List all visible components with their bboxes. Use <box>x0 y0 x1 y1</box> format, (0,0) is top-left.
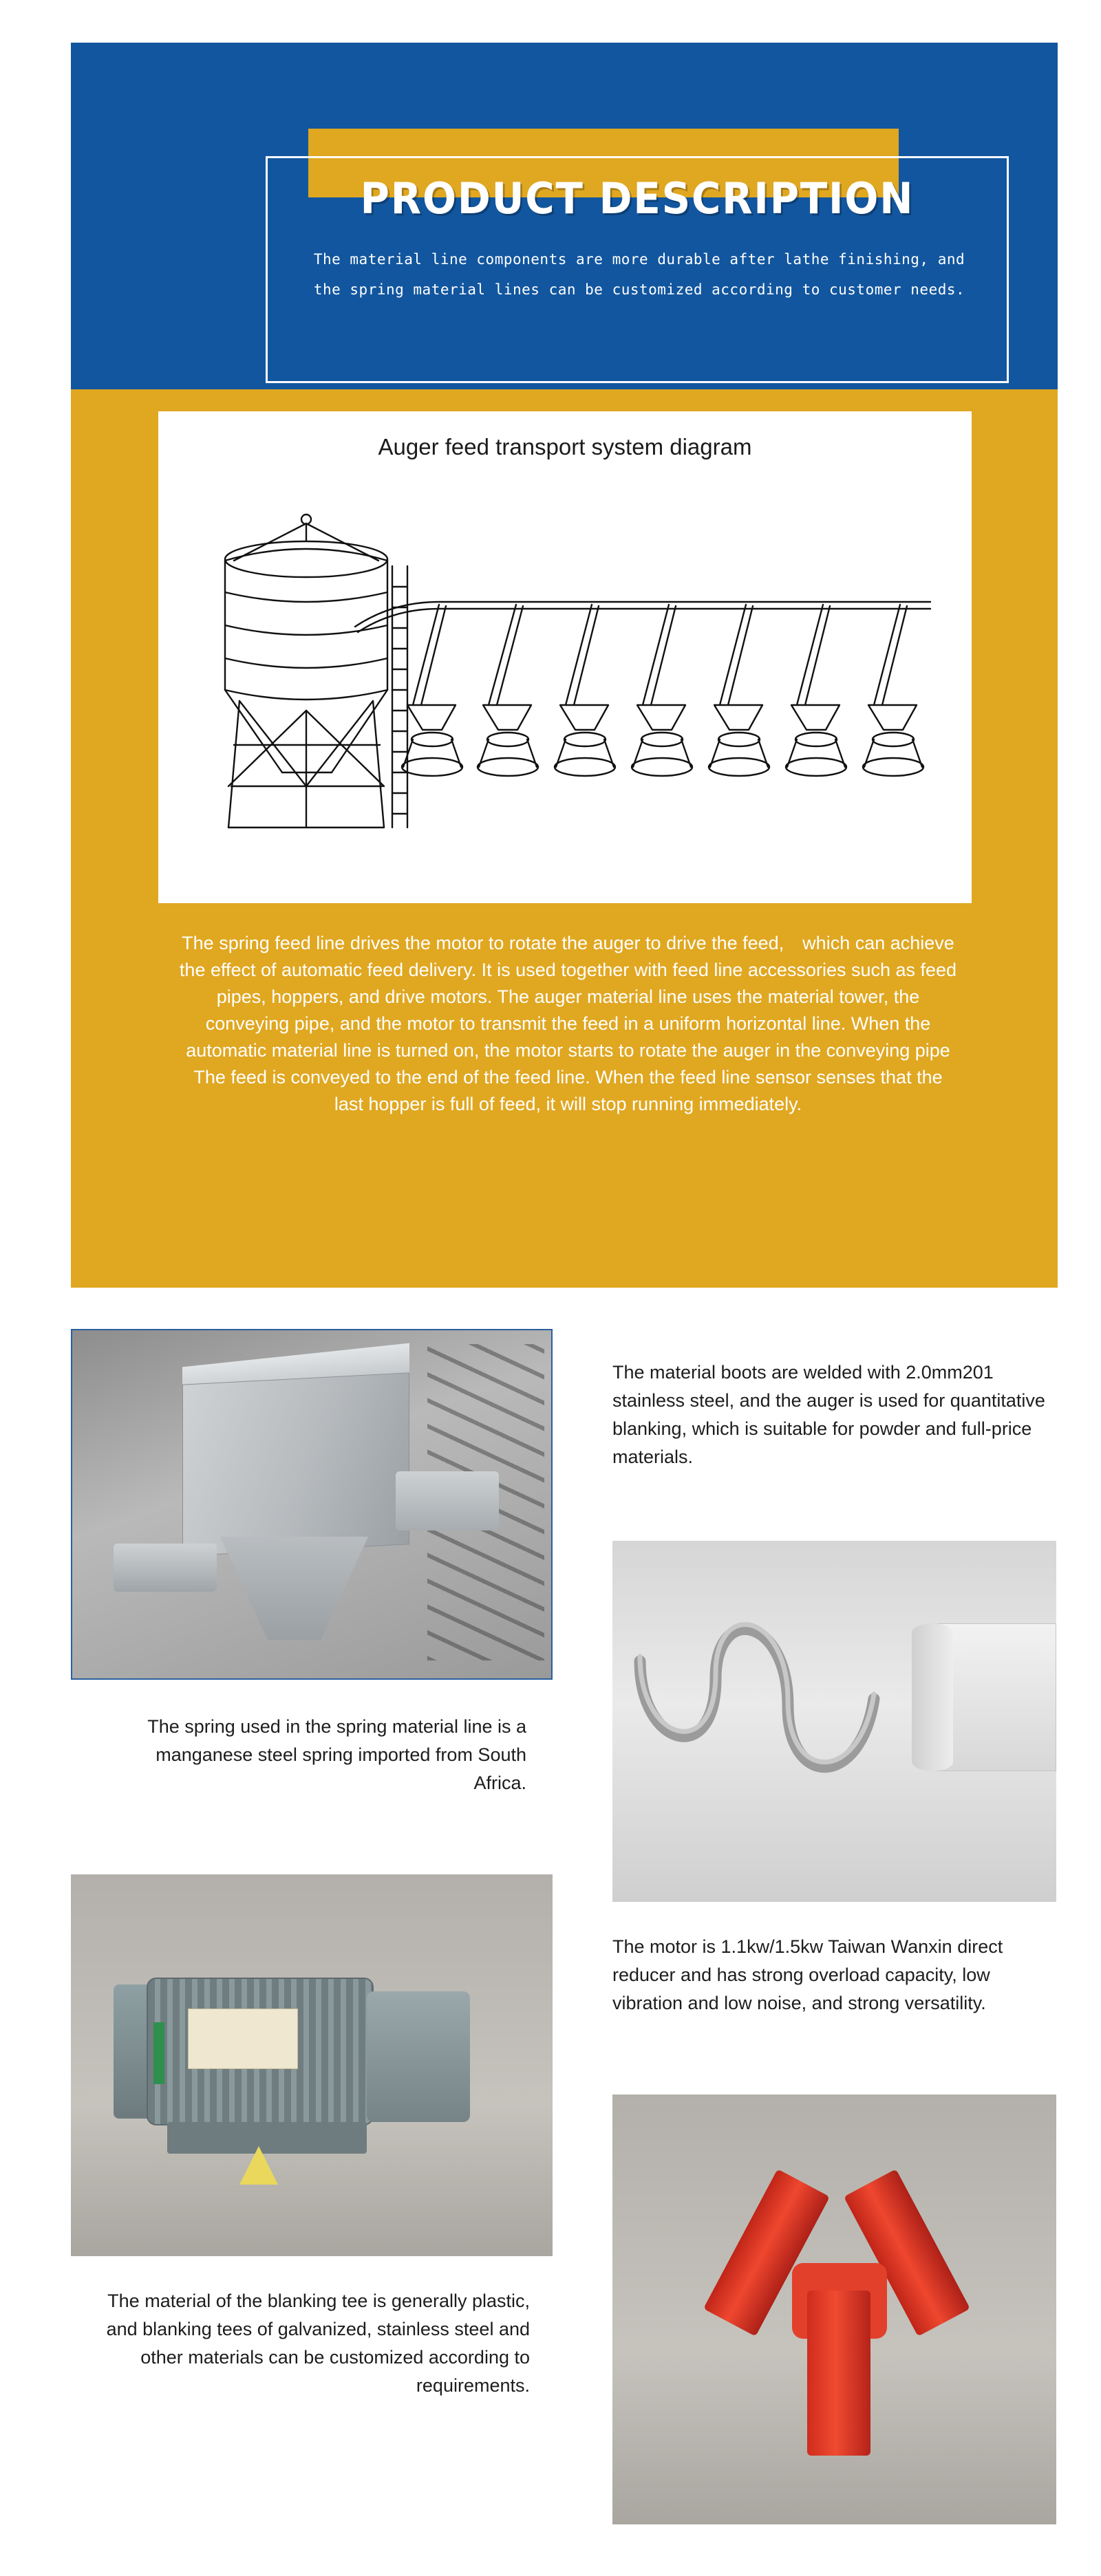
photo-red-tee <box>612 2095 1056 2524</box>
caption-blanking-tee: The material of the blanking tee is generally plastic, and blanking tees of galvanized, stainless steel and other materials can be customized according to requirements. <box>106 2291 530 2396</box>
caption-manganese-spring: The spring used in the spring material line is a manganese steel spring imported from South Africa. <box>147 1716 526 1793</box>
header-subtitle-line-1: The material line components are more durable after lathe finishing, and <box>313 251 965 268</box>
header-banner <box>71 43 1058 389</box>
diagram-card <box>158 411 972 903</box>
photo-spring-coil <box>612 1541 1056 1902</box>
photo-hopper-machine <box>71 1329 553 1680</box>
header-subtitle <box>306 244 973 305</box>
gold-section-paragraph: The spring feed line drives the motor to rotate the auger to drive the feed, which can achieve the effect of automatic feed delivery. It is used together with feed line accessories such as feed pipes, hoppers, and drive motors. The auger material line uses the material tower, the conveying pipe, and the motor to transmit the feed in a uniform horizontal line. When the automatic material line is turned on, the motor starts to rotate the auger in the conveying pipe The feed is conveyed to the end of the feed line. When the feed line sensor senses that the last hopper is full of feed, it will stop running immediately. <box>179 933 957 1114</box>
photo-motor <box>71 1874 553 2256</box>
gold-section <box>71 389 1058 1288</box>
caption-material-boots: The material boots are welded with 2.0mm201 stainless steel, and the auger is used for quantitative blanking, which is suitable for powder and full-price materials. <box>612 1362 1045 1467</box>
header-frame <box>266 156 1009 383</box>
caption-motor: The motor is 1.1kw/1.5kw Taiwan Wanxin direct reducer and has strong overload capacity, low vibration and low noise, and strong versatility. <box>612 1936 1003 2013</box>
page-title: PRODUCT DESCRIPTION <box>360 173 915 224</box>
diagram-title: Auger feed transport system diagram <box>378 434 752 459</box>
auger-feed-system-diagram-icon <box>186 484 943 883</box>
red-tee-fitting-icon <box>733 2160 939 2456</box>
header-subtitle-line-2: the spring material lines can be customized according to customer needs. <box>313 281 965 298</box>
